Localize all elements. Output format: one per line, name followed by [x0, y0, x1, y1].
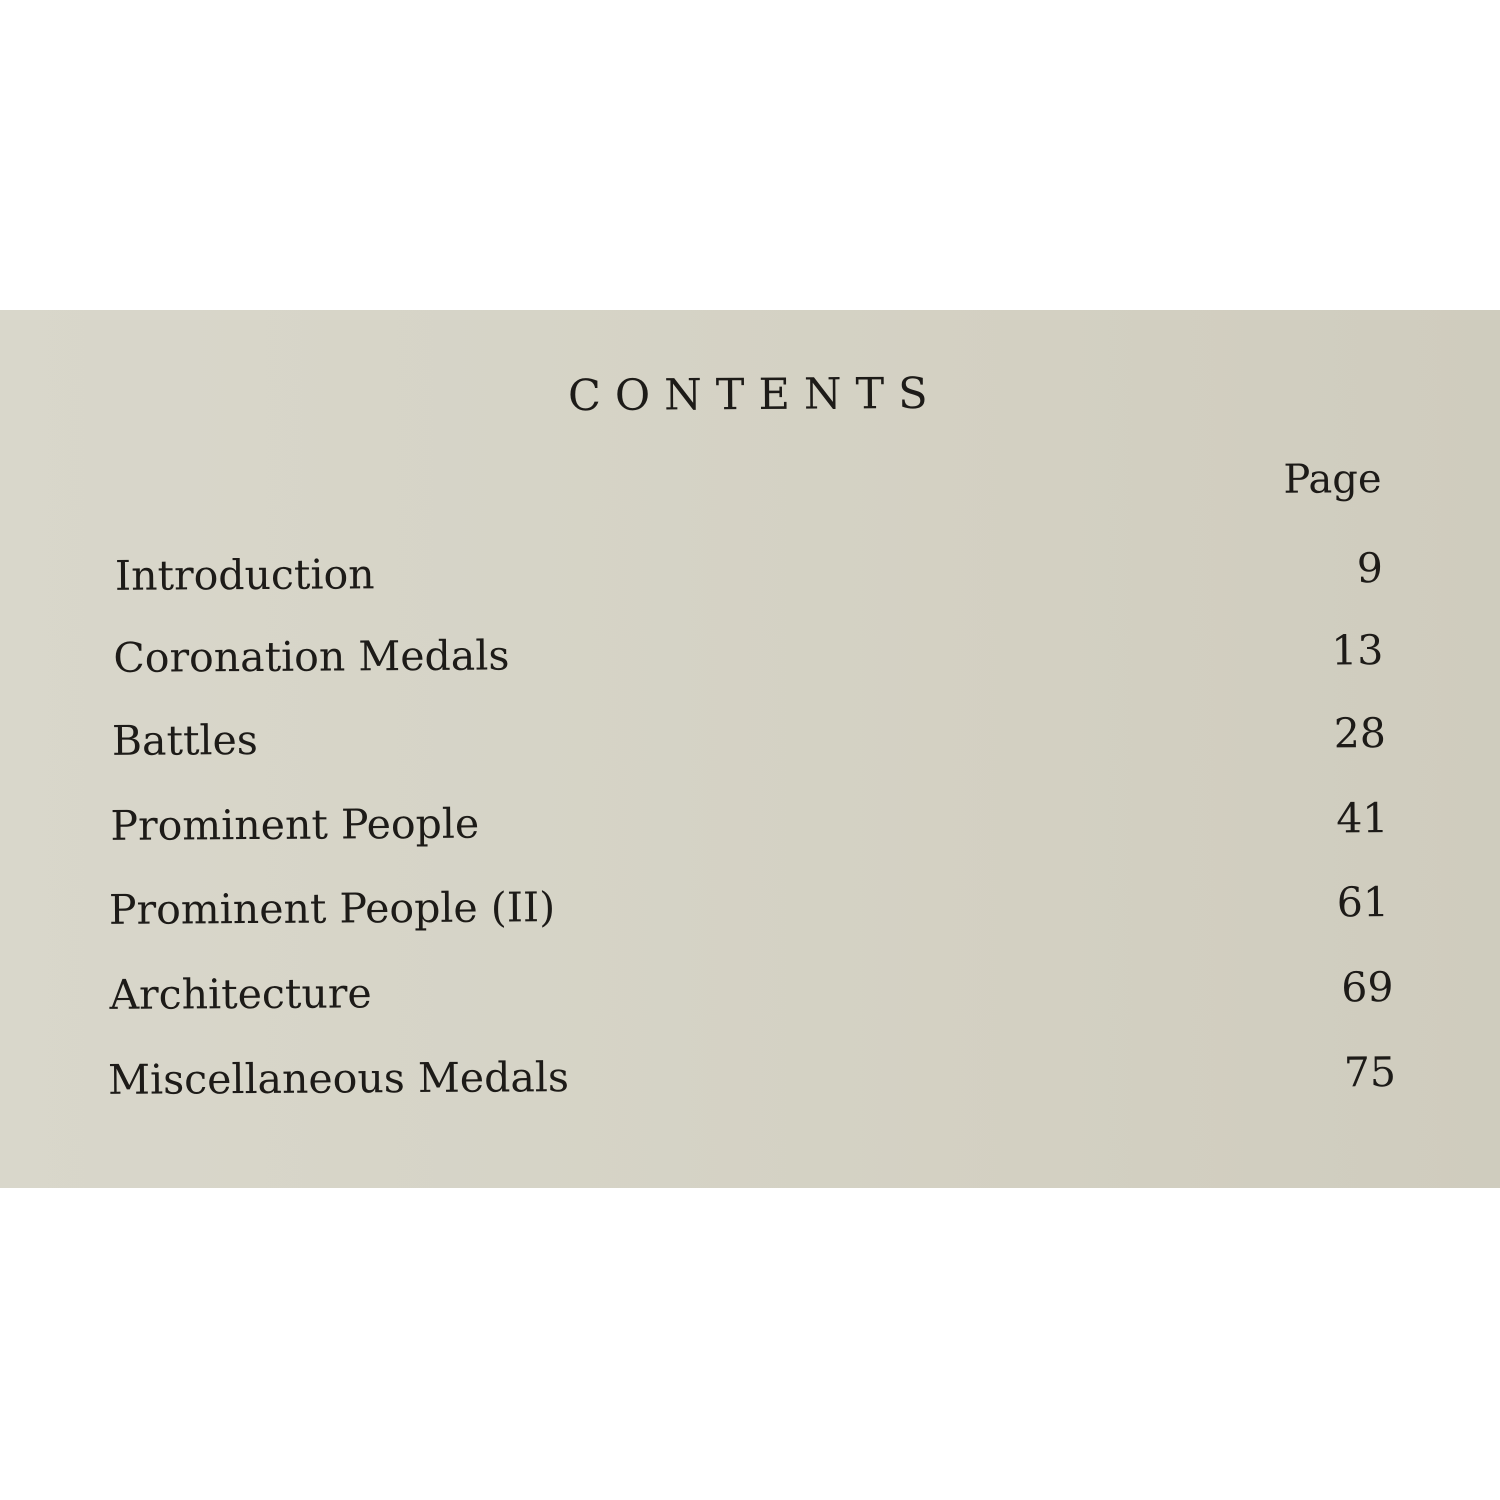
contents-entry: [109, 963, 1393, 1021]
contents-entry: [110, 794, 1388, 852]
entry-page-number: 75: [1343, 1048, 1397, 1097]
contents-entry: [112, 709, 1386, 767]
entry-page-number: 41: [1336, 794, 1389, 843]
entry-title: Architecture: [109, 969, 372, 1019]
entry-title: Miscellaneous Medals: [107, 1053, 570, 1104]
entry-page-number: 13: [1331, 626, 1384, 675]
contents-list: [0, 310, 1500, 1188]
entry-title: Prominent People (II): [108, 883, 556, 934]
book-page-photo: [0, 310, 1500, 1188]
contents-title: CONTENTS: [567, 368, 942, 422]
entry-page-number: 28: [1333, 709, 1387, 758]
entry-title: Introduction: [114, 550, 375, 600]
entry-title: Prominent People: [110, 799, 480, 850]
contents-entry: [109, 878, 1389, 936]
entry-page-number: 9: [1356, 544, 1384, 593]
entry-title: Coronation Medals: [113, 631, 510, 682]
contents-entry: [108, 1048, 1396, 1106]
entry-title: Battles: [111, 716, 259, 765]
entry-page-number: 69: [1341, 963, 1394, 1012]
page-column-heading: Page: [1283, 456, 1382, 503]
contents-page: [0, 310, 1500, 1188]
contents-entry: [115, 544, 1383, 602]
contents-entry: [113, 626, 1383, 684]
entry-page-number: 61: [1336, 878, 1390, 927]
